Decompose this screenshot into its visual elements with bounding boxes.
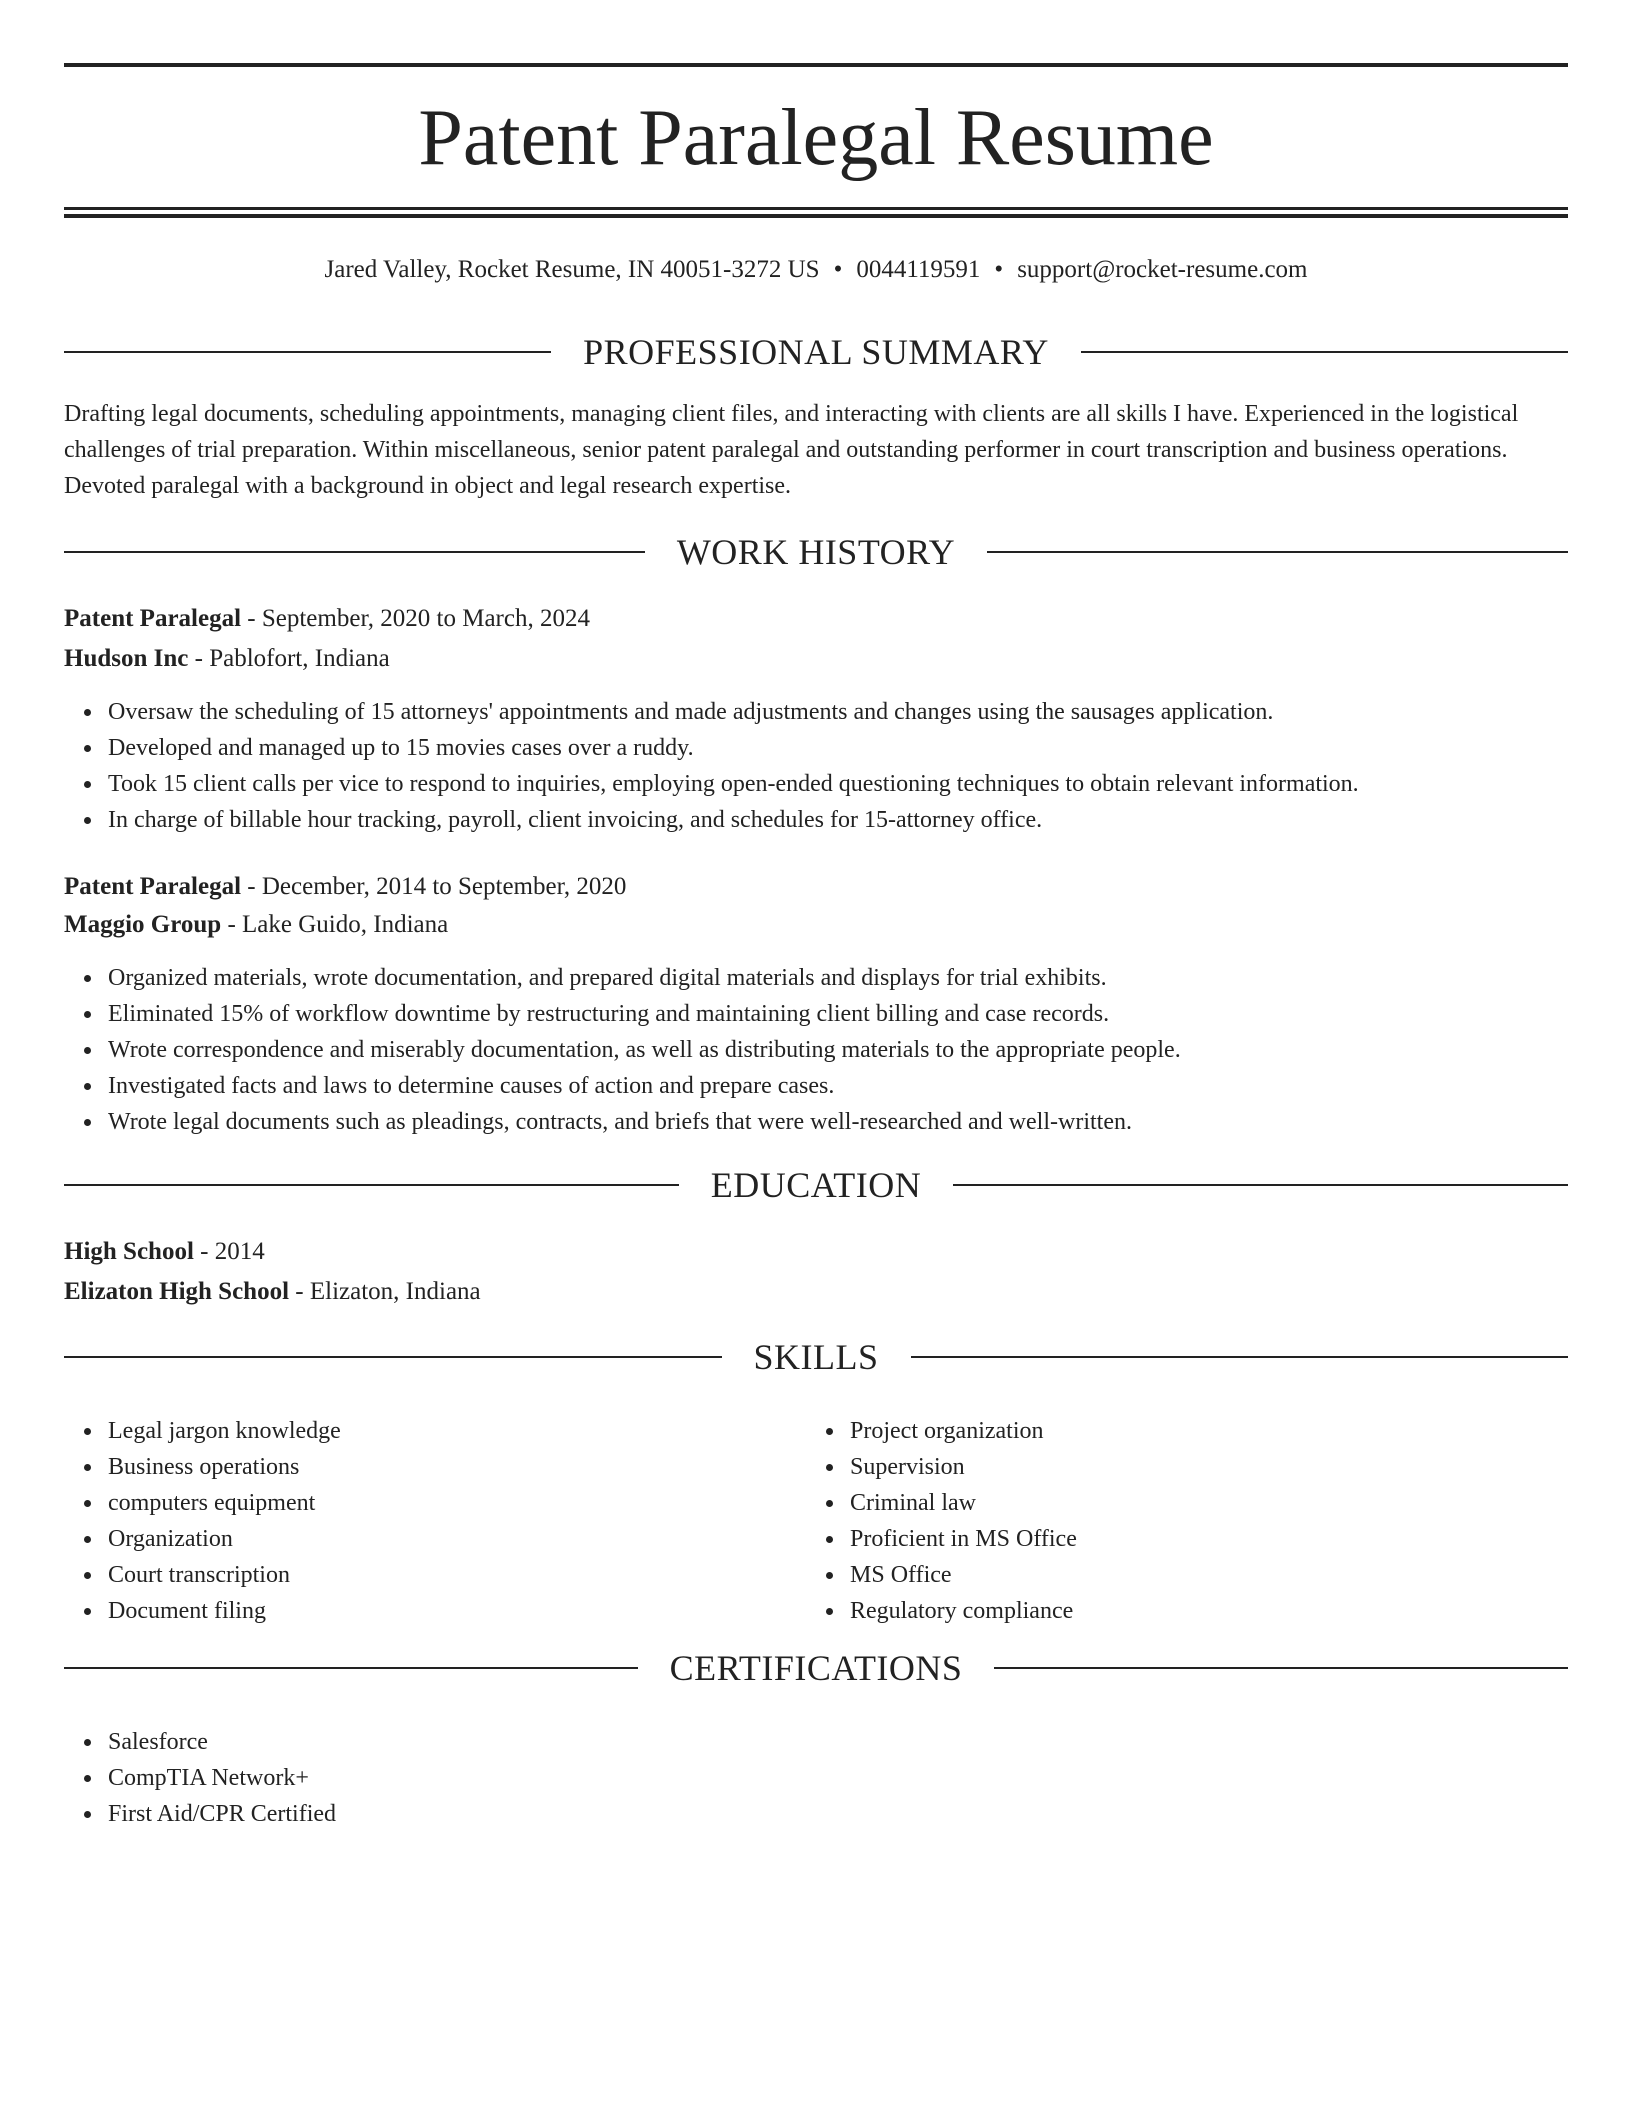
list-item: Regulatory compliance	[850, 1593, 1550, 1629]
job-title: Patent Paralegal	[64, 873, 242, 900]
heading-rule	[64, 351, 551, 353]
heading-rule	[64, 1356, 722, 1358]
job-dates: - September, 2020 to March, 2024	[241, 605, 590, 632]
contact-phone: 0044119591	[856, 256, 981, 283]
heading-rule	[1081, 351, 1568, 353]
education-location: - Elizaton, Indiana	[289, 1278, 481, 1305]
skills-list-left	[64, 1413, 788, 1629]
job-title: Patent Paralegal	[64, 605, 242, 632]
job-bullets	[64, 960, 1568, 1140]
list-item: Oversaw the scheduling of 15 attorneys' appointments and made adjustments and changes using the sausages application.	[108, 694, 1568, 730]
title-double-rule	[64, 207, 1568, 218]
heading-rule	[64, 1184, 679, 1186]
job-company-line	[64, 641, 1568, 677]
list-item: Supervision	[850, 1449, 1550, 1485]
list-item: Business operations	[108, 1449, 788, 1485]
list-item: Salesforce	[108, 1724, 1568, 1760]
section-heading-label: CERTIFICATIONS	[669, 1648, 963, 1688]
list-item: Court transcription	[108, 1557, 788, 1593]
education-school-line	[64, 1274, 1568, 1310]
section-heading-certifications	[64, 1646, 1568, 1690]
section-heading-label: PROFESSIONAL SUMMARY	[583, 332, 1049, 372]
education-degree: High School	[64, 1238, 194, 1265]
heading-rule	[911, 1356, 1569, 1358]
contact-address: Jared Valley, Rocket Resume, IN 40051-3272 US	[324, 256, 820, 283]
skills-list-right	[806, 1413, 1550, 1629]
education-degree-line	[64, 1234, 1568, 1270]
heading-rule	[994, 1667, 1568, 1669]
job-company: Maggio Group	[64, 911, 222, 938]
list-item: Took 15 client calls per vice to respond to inquiries, employing open-ended questioning techniques to obtain relevant information.	[108, 766, 1568, 802]
list-item: Organized materials, wrote documentation, and prepared digital materials and displays for trial exhibits.	[108, 960, 1568, 996]
list-item: Developed and managed up to 15 movies cases over a ruddy.	[108, 730, 1568, 766]
job-title-line	[64, 601, 1568, 637]
section-heading-label: EDUCATION	[710, 1165, 922, 1205]
heading-rule	[953, 1184, 1568, 1186]
list-item: Legal jargon knowledge	[108, 1413, 788, 1449]
certifications-list	[64, 1724, 1568, 1832]
job-bullets	[64, 694, 1568, 838]
summary-text: Drafting legal documents, scheduling appointments, managing client files, and interacting with clients are all skills I have. Experienced in the logistical challenges of trial preparation. Within miscellaneous, senior patent paralegal and outstanding performer in court transcription and business operations. Devoted paralegal with a background in object and legal research expertise.	[64, 401, 1519, 499]
list-item: Organization	[108, 1521, 788, 1557]
list-item: Criminal law	[850, 1485, 1550, 1521]
job-company: Hudson Inc	[64, 645, 189, 672]
education-year: - 2014	[193, 1238, 265, 1265]
list-item: Project organization	[850, 1413, 1550, 1449]
heading-rule	[64, 551, 645, 553]
list-item: computers equipment	[108, 1485, 788, 1521]
section-heading-work-history	[64, 530, 1568, 574]
list-item: CompTIA Network+	[108, 1760, 1568, 1796]
list-item: First Aid/CPR Certified	[108, 1796, 1568, 1832]
section-heading-label: WORK HISTORY	[676, 532, 956, 572]
section-heading-skills	[64, 1335, 1568, 1379]
list-item: Eliminated 15% of workflow downtime by restructuring and maintaining client billing and case records.	[108, 996, 1568, 1032]
section-heading-summary	[64, 330, 1568, 374]
section-heading-education	[64, 1163, 1568, 1207]
resume-title: Patent Paralegal Resume	[418, 94, 1214, 182]
list-item: Wrote legal documents such as pleadings, contracts, and briefs that were well-researched and well-written.	[108, 1104, 1568, 1140]
list-item: MS Office	[850, 1557, 1550, 1593]
job-company-line	[64, 907, 1568, 943]
heading-rule	[64, 1667, 638, 1669]
job-location: - Pablofort, Indiana	[188, 645, 390, 672]
education-school: Elizaton High School	[64, 1278, 290, 1305]
job-title-line	[64, 869, 1568, 905]
contact-line	[64, 252, 1568, 288]
list-item: Wrote correspondence and miserably documentation, as well as distributing materials to the appropriate people.	[108, 1032, 1568, 1068]
contact-separator: •	[833, 256, 843, 283]
heading-rule	[987, 551, 1568, 553]
job-location: - Lake Guido, Indiana	[221, 911, 449, 938]
list-item: Investigated facts and laws to determine causes of action and prepare cases.	[108, 1068, 1568, 1104]
contact-email[interactable]: support@rocket-resume.com	[1017, 256, 1308, 283]
section-heading-label: SKILLS	[753, 1337, 879, 1377]
list-item: In charge of billable hour tracking, payroll, client invoicing, and schedules for 15-attorney office.	[108, 802, 1568, 838]
contact-separator: •	[994, 256, 1004, 283]
job-dates: - December, 2014 to September, 2020	[241, 873, 627, 900]
top-rule	[64, 63, 1568, 67]
list-item: Document filing	[108, 1593, 788, 1629]
list-item: Proficient in MS Office	[850, 1521, 1550, 1557]
